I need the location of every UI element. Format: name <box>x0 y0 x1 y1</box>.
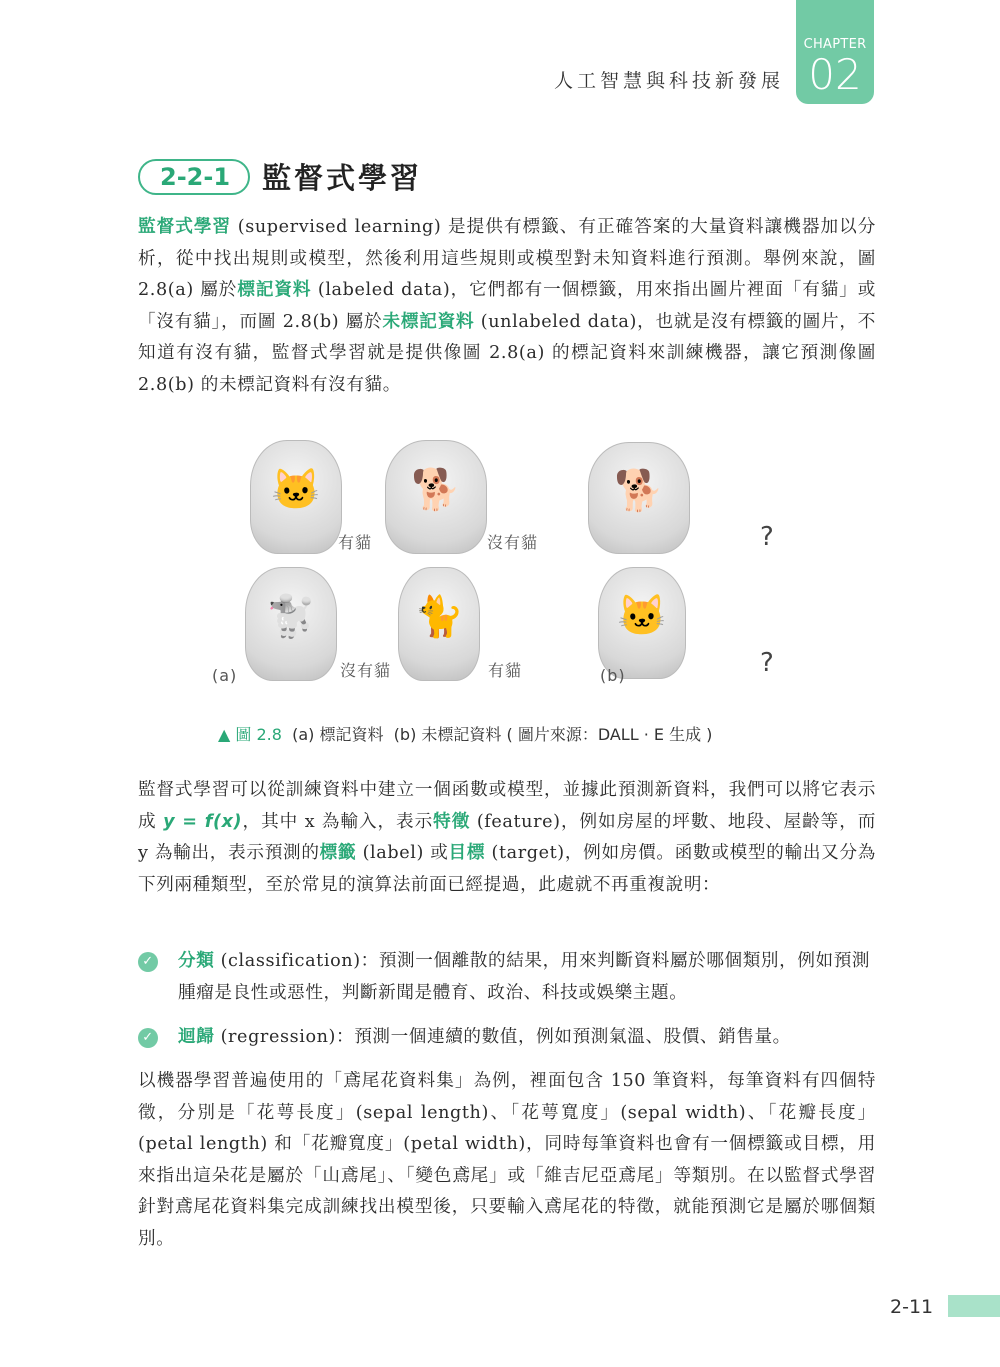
text-run: (label) 或 <box>356 843 449 864</box>
formula: y = f(x) <box>163 811 243 832</box>
cat-icon: 🐱 <box>617 593 667 640</box>
corgi-dog-image <box>588 442 690 554</box>
cat-icon: 🐱 <box>271 466 321 513</box>
kitten-3-image <box>598 567 686 679</box>
panel-a-label: (a) <box>212 666 238 685</box>
question-mark-1: ? <box>760 522 774 552</box>
figure-2-8 <box>200 432 800 692</box>
term-label: 標籤 <box>319 843 357 864</box>
term-classification: 分類 <box>178 951 215 971</box>
bullet-regression <box>138 1022 878 1054</box>
cat-icon: 🐈 <box>414 593 464 640</box>
label-shiba-dog: 沒有貓 <box>487 533 539 552</box>
section-heading <box>138 156 422 197</box>
poodle-dog-image <box>245 567 337 681</box>
triangle-icon: ▲ <box>218 725 231 744</box>
intro-paragraph <box>138 212 876 402</box>
figure-caption <box>218 722 712 745</box>
text-run: ，其中 x 為輸入，表示 <box>242 811 434 832</box>
text-run: 監督式學習可以從訓練資料中建立一個函數或模型，並據此預測新資料，我們可以將它表示成 <box>138 780 876 832</box>
bullet-classification <box>138 946 878 1009</box>
term-regression: 迴歸 <box>178 1027 215 1047</box>
caption-number: 圖 2.8 <box>235 725 282 744</box>
chapter-tab <box>796 0 874 104</box>
section-number: 2-2-1 <box>138 159 250 195</box>
kitten-1-image <box>250 440 342 554</box>
panel-b-label: (b) <box>600 666 626 685</box>
text-run: (unlabeled data)，也就是沒有標籤的圖片，不知道有沒有貓，監督式學習就是提供像圖 2.8(a) 的標記資料來訓練機器，讓它預測像圖 2.8(b) 的未標記資料有沒有貓。 <box>138 311 877 395</box>
text-run: (feature)，例如房屋的坪數、地段、屋齡等，而 y 為輸出，表示預測的 <box>138 811 876 864</box>
page-bar <box>948 1295 1000 1317</box>
text-run: (labeled data)，它們都有一個標籤，用來指出圖片裡面「有貓」或「沒有貓」，而圖 2.8(b) 屬於 <box>138 280 876 332</box>
question-mark-2: ? <box>760 648 774 678</box>
iris-paragraph: 以機器學習普遍使用的「鳶尾花資料集」為例，裡面包含 150 筆資料，每筆資料有四個特徵，分別是「花萼長度」(sepal length)、「花萼寬度」(sepal width)、「花瓣長度」(petal length) 和「花瓣寬度」(petal width)，同時每筆資料也會有一個標籤或目標，用來指出這朵花是屬於「山鳶尾」、「變色鳶尾」或「維吉尼亞鳶尾」等類別。在以監督式學習針對鳶尾花資料集完成訓練找出模型後，只要輸入鳶尾花的特徵，就能預測它是屬於哪個類別。 <box>138 1071 876 1249</box>
check-circle-icon: ✓ <box>138 952 158 972</box>
kitten-2-image <box>398 567 480 681</box>
page-number: 2-11 <box>890 1296 934 1318</box>
section-title: 監督式學習 <box>262 161 423 195</box>
label-kitten-2: 有貓 <box>488 661 523 680</box>
text-run: (supervised learning) 是提供有標籤、有正確答案的大量資料讓機器加以分析，從中找出規則或模型，然後利用這些規則或模型對未知資料進行預測。舉例來說，圖 2.8(a) 屬於 <box>138 217 876 301</box>
label-poodle-dog: 沒有貓 <box>340 661 392 680</box>
term-feature: 特徵 <box>433 811 471 832</box>
book-title: 人工智慧與科技新發展 <box>553 70 784 92</box>
chapter-label: CHAPTER <box>803 37 867 52</box>
check-circle-icon: ✓ <box>138 1028 158 1048</box>
caption-text: (a) 標記資料 (b) 未標記資料 ( 圖片來源：DALL · E 生成 ) <box>281 725 713 744</box>
term-labeled-data: 標記資料 <box>237 280 312 301</box>
label-kitten-1: 有貓 <box>338 533 373 552</box>
dog-icon: 🐕 <box>411 466 461 513</box>
term-supervised-learning: 監督式學習 <box>138 217 232 237</box>
function-paragraph <box>138 775 876 901</box>
text-run: (classification)：預測一個離散的結果，用來判斷資料屬於哪個類別，例如預測腫瘤是良性或惡性，判斷新聞是體育、政治、科技或娛樂主題。 <box>178 951 871 1003</box>
shiba-dog-image <box>385 440 487 554</box>
chapter-number: 02 <box>808 50 862 99</box>
term-target: 目標 <box>448 843 486 864</box>
dog-icon: 🐕 <box>614 468 664 515</box>
dog-icon: 🐩 <box>266 593 316 640</box>
text-run: (regression)：預測一個連續的數值，例如預測氣溫、股價、銷售量。 <box>214 1027 791 1047</box>
text-run: (target)，例如房價。函數或模型的輸出又分為下列兩種類型，至於常見的演算法前面已經提過，此處就不再重複說明： <box>138 843 876 895</box>
term-unlabeled-data: 未標記資料 <box>382 311 475 332</box>
